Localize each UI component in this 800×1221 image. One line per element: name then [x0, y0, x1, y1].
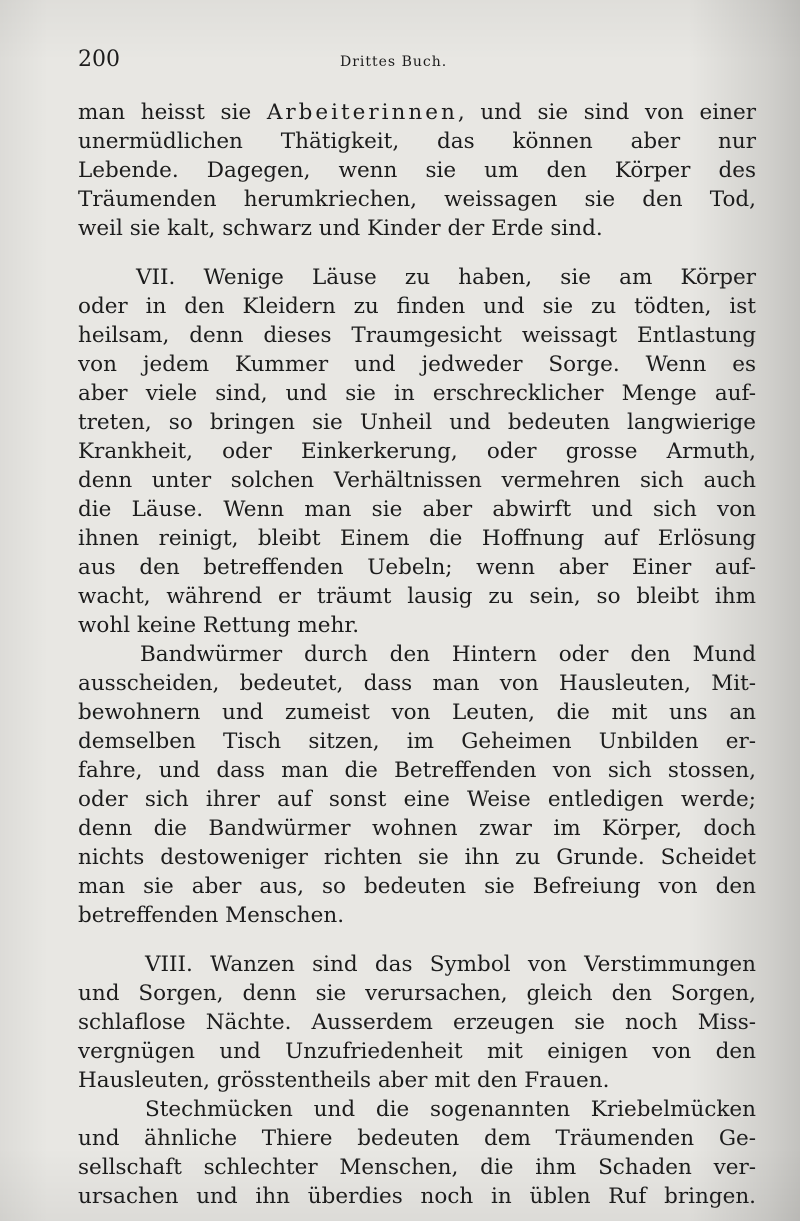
- text-line: denn die Bandwürmer wohnen zwar im Körper, doch: [78, 816, 756, 841]
- text-line: vergnügen und Unzufriedenheit mit einigen von den: [78, 1039, 756, 1064]
- text-line: ursachen und ihn überdies noch in üblen Ruf bringen.: [78, 1184, 756, 1209]
- paragraph-start-line: Stechmücken und die sogenannten Kriebelmücken: [145, 1097, 756, 1122]
- text-line: heilsam, denn dieses Traumgesicht weissagt Entlastung: [78, 323, 756, 348]
- running-head: [78, 40, 758, 80]
- text-line: treten, so bringen sie Unheil und bedeuten langwierige: [78, 410, 756, 435]
- text-line: man sie aber aus, so bedeuten sie Befreiung von den: [78, 874, 756, 899]
- text-line: demselben Tisch sitzen, im Geheimen Unbilden er-: [78, 729, 756, 754]
- text-segment: , und sie sind von einer: [457, 100, 756, 125]
- paragraph-start-line: Bandwürmer durch den Hintern oder den Mund: [140, 642, 756, 667]
- text-line: nichts destoweniger richten sie ihn zu Grunde. Scheidet: [78, 845, 756, 870]
- text-line: Krankheit, oder Einkerkerung, oder grosse Armuth,: [78, 439, 756, 464]
- page-number: 200: [78, 47, 120, 72]
- section-heading-line: VII. Wenige Läuse zu haben, sie am Körper: [136, 265, 756, 290]
- text-line: denn unter solchen Verhältnissen vermehren sich auch: [78, 468, 756, 493]
- text-line: oder in den Kleidern zu finden und sie zu tödten, ist: [78, 294, 756, 319]
- text-line: schlaflose Nächte. Ausserdem erzeugen sie noch Miss-: [78, 1010, 756, 1035]
- text-line: Hausleuten, grösstentheils aber mit den Frauen.: [78, 1068, 610, 1093]
- text-line: aber viele sind, und sie in erschrecklicher Menge auf-: [78, 381, 756, 406]
- text-line: von jedem Kummer und jedweder Sorge. Wenn es: [78, 352, 756, 377]
- emphasized-word: Arbeiterinnen: [266, 100, 458, 125]
- text-line: betreffenden Menschen.: [78, 903, 345, 928]
- text-line: wacht, während er träumt lausig zu sein, so bleibt ihm: [78, 584, 756, 609]
- text-line: unermüdlichen Thätigkeit, das können aber nur: [78, 129, 756, 154]
- section-heading-line: VIII. Wanzen sind das Symbol von Verstimmungen: [145, 952, 756, 977]
- running-title: Drittes Buch.: [340, 54, 448, 70]
- text-line: Lebende. Dagegen, wenn sie um den Körper des: [78, 158, 756, 183]
- text-line: oder sich ihrer auf sonst eine Weise entledigen werde;: [78, 787, 756, 812]
- text-line: wohl keine Rettung mehr.: [78, 613, 360, 638]
- text-line: sellschaft schlechter Menschen, die ihm Schaden ver-: [78, 1155, 756, 1180]
- text-line: und ähnliche Thiere bedeuten dem Träumenden Ge-: [78, 1126, 756, 1151]
- text-segment: man heisst sie: [78, 100, 267, 125]
- text-line: die Läuse. Wenn man sie aber abwirft und sich von: [78, 497, 756, 522]
- text-line: und Sorgen, denn sie verursachen, gleich den Sorgen,: [78, 981, 756, 1006]
- text-line: ihnen reinigt, bleibt Einem die Hoffnung auf Erlösung: [78, 526, 756, 551]
- text-line: bewohnern und zumeist von Leuten, die mit uns an: [78, 700, 756, 725]
- text-line: fahre, und dass man die Betreffenden von sich stossen,: [78, 758, 756, 783]
- text-line: weil sie kalt, schwarz und Kinder der Erde sind.: [78, 216, 603, 241]
- text-line: aus den betreffenden Uebeln; wenn aber Einer auf-: [78, 555, 756, 580]
- text-line: [78, 98, 756, 128]
- text-line: Träumenden herumkriechen, weissagen sie den Tod,: [78, 187, 756, 212]
- text-line: ausscheiden, bedeutet, dass man von Hausleuten, Mit-: [78, 671, 756, 696]
